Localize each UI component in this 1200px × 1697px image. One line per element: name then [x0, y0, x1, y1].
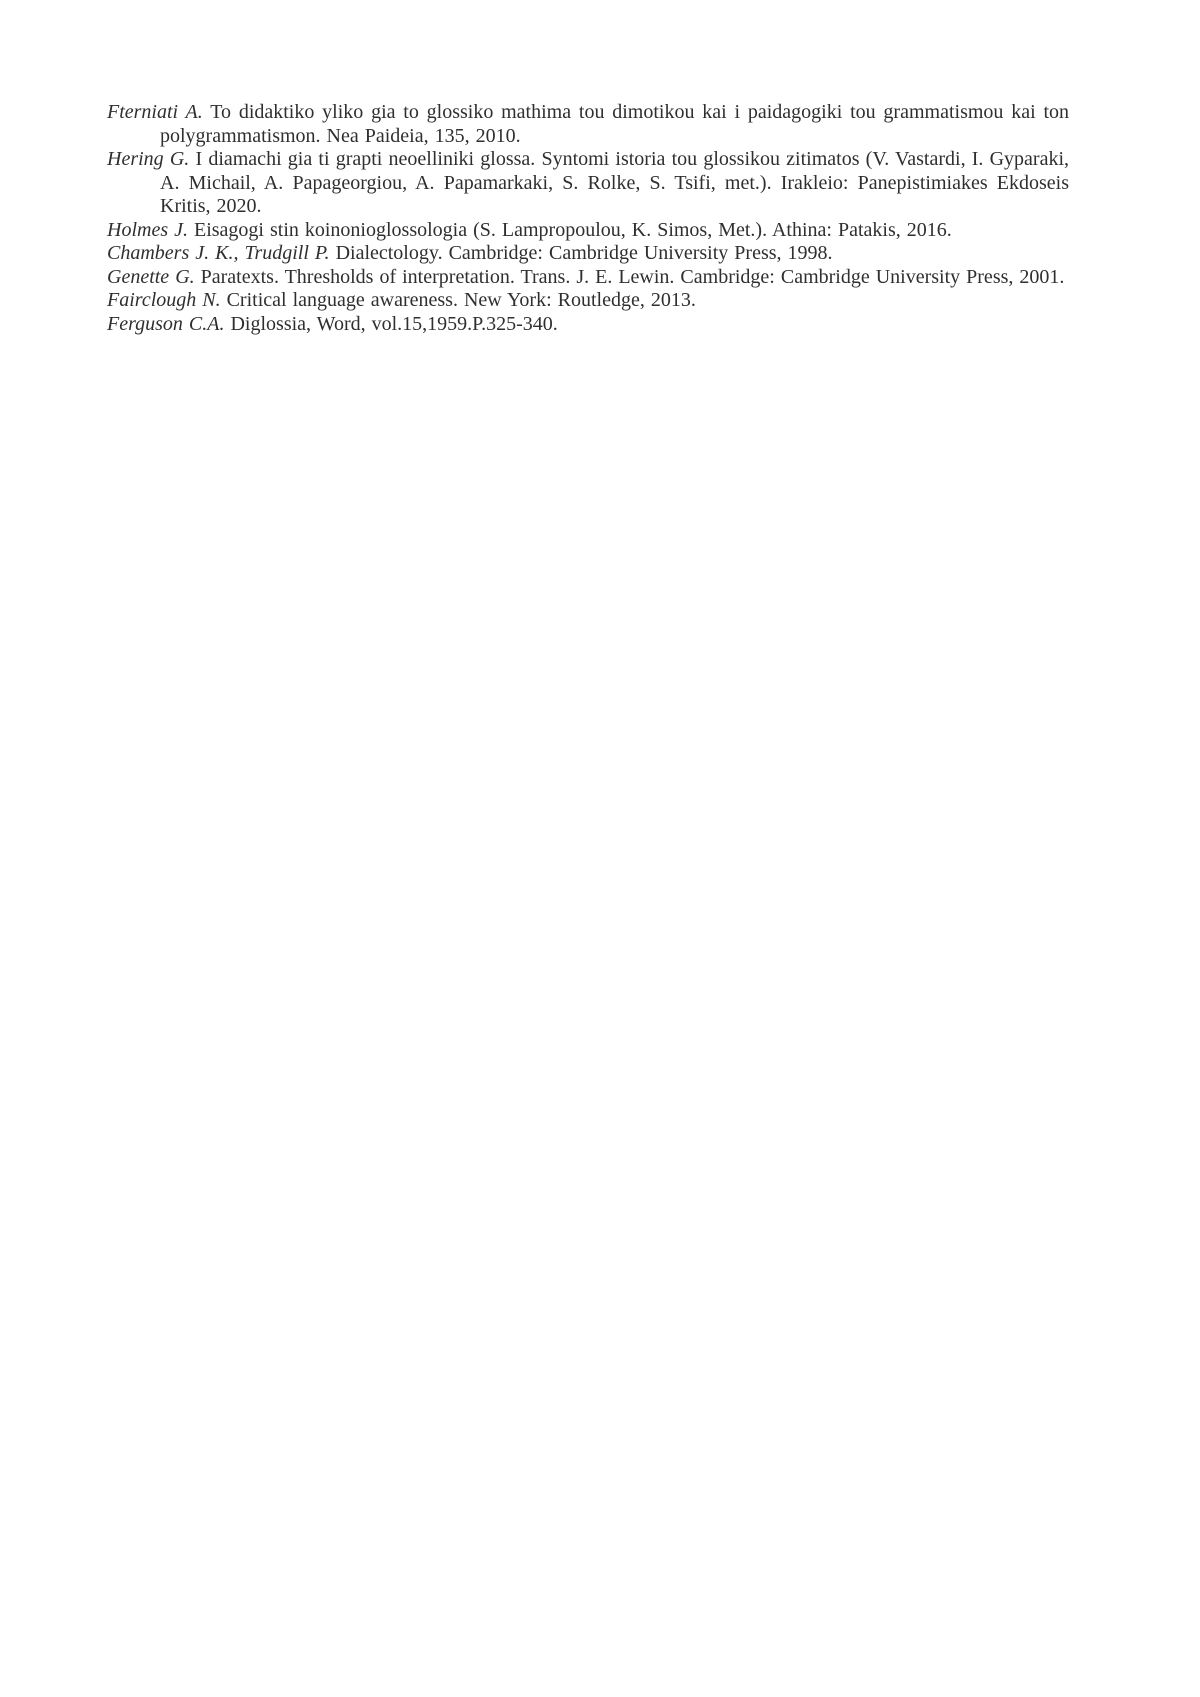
- reference-text: I diamachi gia ti grapti neoelliniki glossa. Syntomi istoria tou glossikou zitimatos (V. Vastardi, I. Gyparaki, A. Michail, A. Papageorgiou, A. Papamarkaki, S. Rolke, S. Tsifi, met.). Irakleio: Panepistimiakes Ekdoseis Kritis, 2020.: [160, 148, 1070, 217]
- reference-author: Chambers J. K., Trudgill P.: [107, 242, 330, 264]
- reference-author: Fterniati A.: [107, 101, 203, 123]
- reference-text: Dialectology. Cambridge: Cambridge University Press, 1998.: [329, 242, 833, 264]
- reference-author: Hering G.: [107, 148, 190, 170]
- reference-author: Ferguson C.A.: [107, 312, 225, 335]
- reference-entry: [107, 148, 1069, 219]
- reference-text: Diglossia, Word, vol.15,1959.P.325-340.: [224, 312, 558, 335]
- reference-entry: [107, 289, 1069, 313]
- reference-text: Critical language awareness. New York: Routledge, 2013.: [220, 289, 696, 311]
- reference-list: [107, 101, 1069, 336]
- reference-entry: [107, 101, 1069, 148]
- reference-entry: [107, 313, 1069, 337]
- reference-author: Genette G.: [107, 265, 195, 288]
- reference-text: Paratexts. Thresholds of interpretation. Trans. J. E. Lewin. Cambridge: Cambridge University Press, 2001.: [194, 265, 1065, 288]
- reference-author: Holmes J.: [107, 218, 188, 241]
- reference-text: To didaktiko yliko gia to glossiko mathima tou dimotikou kai i paidagogiki tou grammatismou kai ton polygrammatismon. Nea Paideia, 135, 2010.: [160, 101, 1069, 147]
- reference-entry: [107, 266, 1069, 290]
- reference-text: Eisagogi stin koinonioglossologia (S. Lampropoulou, K. Simos, Met.). Athina: Patakis, 2016.: [187, 218, 952, 241]
- reference-entry: [107, 242, 1069, 266]
- reference-author: Fairclough N.: [107, 289, 221, 311]
- reference-entry: [107, 219, 1069, 243]
